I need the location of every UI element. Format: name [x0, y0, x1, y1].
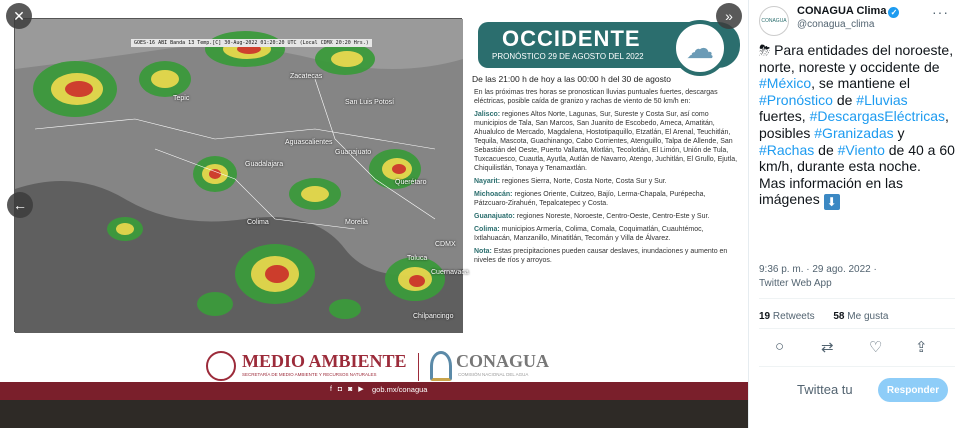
conagua-subtitle: COMISIÓN NACIONAL DEL AGUA — [458, 372, 529, 377]
chevron-right-icon[interactable]: » — [716, 3, 742, 29]
chevron-left-icon[interactable]: ← — [7, 192, 33, 218]
medio-ambiente-logo-icon — [206, 351, 236, 381]
satellite-header: GOES-16 ABI Banda 13 Temp.[C] 30-Aug-2022 01:20:20 UTC (Local CDMX 20:20 Hrs.) — [131, 39, 372, 47]
tweet-text-part: y — [893, 124, 905, 141]
storm-emoji-icon: ⛈ — [759, 42, 771, 58]
tweet-client[interactable]: Twitter Web App — [759, 278, 832, 289]
medio-ambiente-subtitle: SECRETARÍA DE MEDIO AMBIENTE Y RECURSOS NATURALES — [242, 372, 377, 377]
city-label: Tepic — [173, 95, 190, 102]
retweets-stat[interactable] — [759, 311, 823, 322]
forecast-nayarit — [474, 177, 738, 186]
region-subtitle: PRONÓSTICO 29 DE AGOSTO DEL 2022 — [492, 52, 644, 61]
author-name-text[interactable]: CONAGUA Clima — [797, 5, 887, 17]
conagua-logo-text: CONAGUA — [456, 351, 549, 371]
divider — [759, 328, 955, 329]
reply-icon[interactable]: ○ — [775, 338, 785, 355]
city-label: Aguascalientes — [285, 139, 333, 146]
logo-divider — [418, 353, 419, 381]
medio-ambiente-logo-text: MEDIO AMBIENTE — [242, 351, 407, 371]
state-text: municipios Armería, Colima, Comala, Coquimatlán, Cuauhtémoc, Ixtlahuacán, Manzanillo, Minatitlán, Tecomán y Villa de Álvarez. — [474, 226, 704, 242]
tweet-stats — [759, 311, 904, 322]
hashtag-link[interactable]: #Rachas — [759, 141, 815, 158]
city-label: Guadalajara — [245, 161, 284, 168]
state-label: Nota: — [474, 248, 492, 255]
city-label: CDMX — [435, 241, 456, 248]
state-label: Nayarit: — [474, 178, 501, 185]
state-text: regiones Altos Norte, Lagunas, Sur, Sureste y Costa Sur, así como municipios de Tala, San Marcos, San Juanito de Escobedo, Ameca, Amatitán, Ahualulco de Mercado, Magdalena, Hostotipaquillo, Etzatlán, El Arenal, Teuchitlán, Tequila, Mascota, Guachinango, Cabo Corrientes, Atenguillo, Talpa de Allende, San Sebastián del Oeste, Puerto Vallarta, Mixtlán, Tecolotlán, El Limón, Unión de Tula, Tuxcacuesco, Cuautla, Ayutla, Autlán de Navarro, Atengo, Juchitlán, El Grullo, Ejutla, Chiquilistlán, Tonaya y Tenamaxtlán. — [474, 111, 738, 172]
city-label: Morelia — [345, 219, 368, 226]
retweets-count: 19 — [759, 311, 771, 322]
storm-cloud-icon: ☁ — [672, 20, 728, 76]
tweet-text — [759, 42, 957, 210]
down-arrow-icon: ⬇ — [824, 194, 840, 210]
more-options-icon[interactable]: ··· — [932, 4, 949, 20]
tweet-actions — [765, 338, 945, 358]
forecast-colima — [474, 225, 738, 243]
viewer-thumbnail-strip — [0, 400, 748, 428]
website-link: gob.mx/conagua — [372, 385, 428, 394]
city-label: Zacatecas — [290, 73, 323, 80]
state-text: Estas precipitaciones pueden causar deslaves, inundaciones y aumento en niveles de ríos y arroyos. — [474, 248, 728, 264]
state-text: regiones Noreste, Noroeste, Centro-Oeste, Centro-Este y Sur. — [516, 213, 710, 220]
city-label: Cuernavaca — [431, 269, 469, 276]
retweet-icon[interactable]: ⇄ — [821, 339, 834, 356]
hashtag-link[interactable]: #Viento — [837, 141, 885, 158]
tweet-text-part: de — [814, 141, 838, 158]
satellite-map — [14, 18, 469, 332]
likes-label: Me gusta — [847, 311, 889, 322]
hashtag-link[interactable]: #Granizadas — [814, 124, 894, 141]
state-text: regiones Sierra, Norte, Costa Norte, Costa Sur y Sur. — [502, 178, 667, 185]
city-label: Chilpancingo — [413, 313, 454, 320]
reply-button[interactable]: Responder — [878, 378, 948, 402]
likes-count: 58 — [833, 311, 845, 322]
divider — [759, 366, 955, 367]
city-label: Colima — [247, 219, 269, 226]
tweet-text-part: fuertes, — [759, 108, 810, 125]
avatar[interactable]: CONAGUA — [759, 6, 789, 36]
state-label: Michoacán: — [474, 191, 513, 198]
share-icon[interactable]: ⇪ — [915, 339, 928, 356]
hashtag-link[interactable]: #DescargasEléctricas — [809, 108, 945, 125]
tweet-text-part: , posibles — [759, 108, 949, 141]
author-name[interactable] — [797, 5, 899, 18]
divider — [759, 298, 955, 299]
forecast-jalisco — [474, 110, 738, 173]
state-text: regiones Oriente, Cuitzeo, Bajío, Lerma-Chapala, Purépecha, Pátzcuaro-Zirahuén, Tepalcatepec y Costa. — [474, 191, 706, 207]
likes-stat[interactable] — [833, 311, 896, 322]
state-label: Guanajuato: — [474, 213, 515, 220]
tweet-text-part: de 40 a 60 km/h, durante esta noche. — [759, 141, 955, 175]
reply-input[interactable]: Twittea tu — [797, 382, 853, 397]
tweet-timestamp[interactable]: 9:36 p. m. · 29 ago. 2022 · — [759, 264, 877, 275]
verified-icon: ✓ — [888, 7, 899, 18]
social-icons: f ◘ ◙ ▶ — [330, 386, 366, 393]
forecast-intro: En las próximas tres horas se pronostican lluvias puntuales fuertes, descargas eléctricas, posible caída de granizo y rachas de viento de 50 km/h en: — [474, 89, 718, 105]
conagua-logo-icon — [430, 351, 452, 381]
tweet-text-part: , se mantiene el — [811, 75, 910, 92]
city-label: Querétaro — [395, 179, 427, 186]
hashtag-link[interactable]: #Pronóstico — [759, 91, 833, 108]
tweet-text-part: Mas información en las imágenes — [759, 174, 903, 208]
forecast-guanajuato — [474, 212, 738, 221]
satellite-imagery — [15, 19, 463, 333]
state-label: Jalisco: — [474, 111, 501, 118]
close-icon[interactable]: ✕ — [6, 3, 32, 29]
forecast-nota — [474, 247, 738, 265]
tweet-text-part: Para entidades del noroeste, norte, noreste y occidente de — [759, 42, 954, 75]
like-icon[interactable]: ♡ — [869, 339, 883, 356]
forecast-text — [474, 88, 738, 269]
author-handle[interactable]: @conagua_clima — [797, 19, 875, 30]
retweets-label: Retweets — [772, 311, 815, 322]
city-label: San Luis Potosí — [345, 99, 395, 106]
hashtag-link[interactable]: #Lluvias — [856, 91, 908, 108]
tweet-panel — [748, 0, 960, 428]
hashtag-link[interactable]: #México — [759, 75, 812, 92]
state-label: Colima: — [474, 226, 500, 233]
forecast-hours: De las 21:00 h de hoy a las 00:00 h del 30 de agosto — [472, 74, 671, 84]
forecast-michoacan — [474, 190, 738, 208]
region-title: OCCIDENTE — [502, 26, 641, 51]
city-label: Toluca — [407, 255, 428, 262]
city-label: Guanajuato — [335, 149, 372, 156]
tweet-text-part: de — [832, 91, 857, 108]
